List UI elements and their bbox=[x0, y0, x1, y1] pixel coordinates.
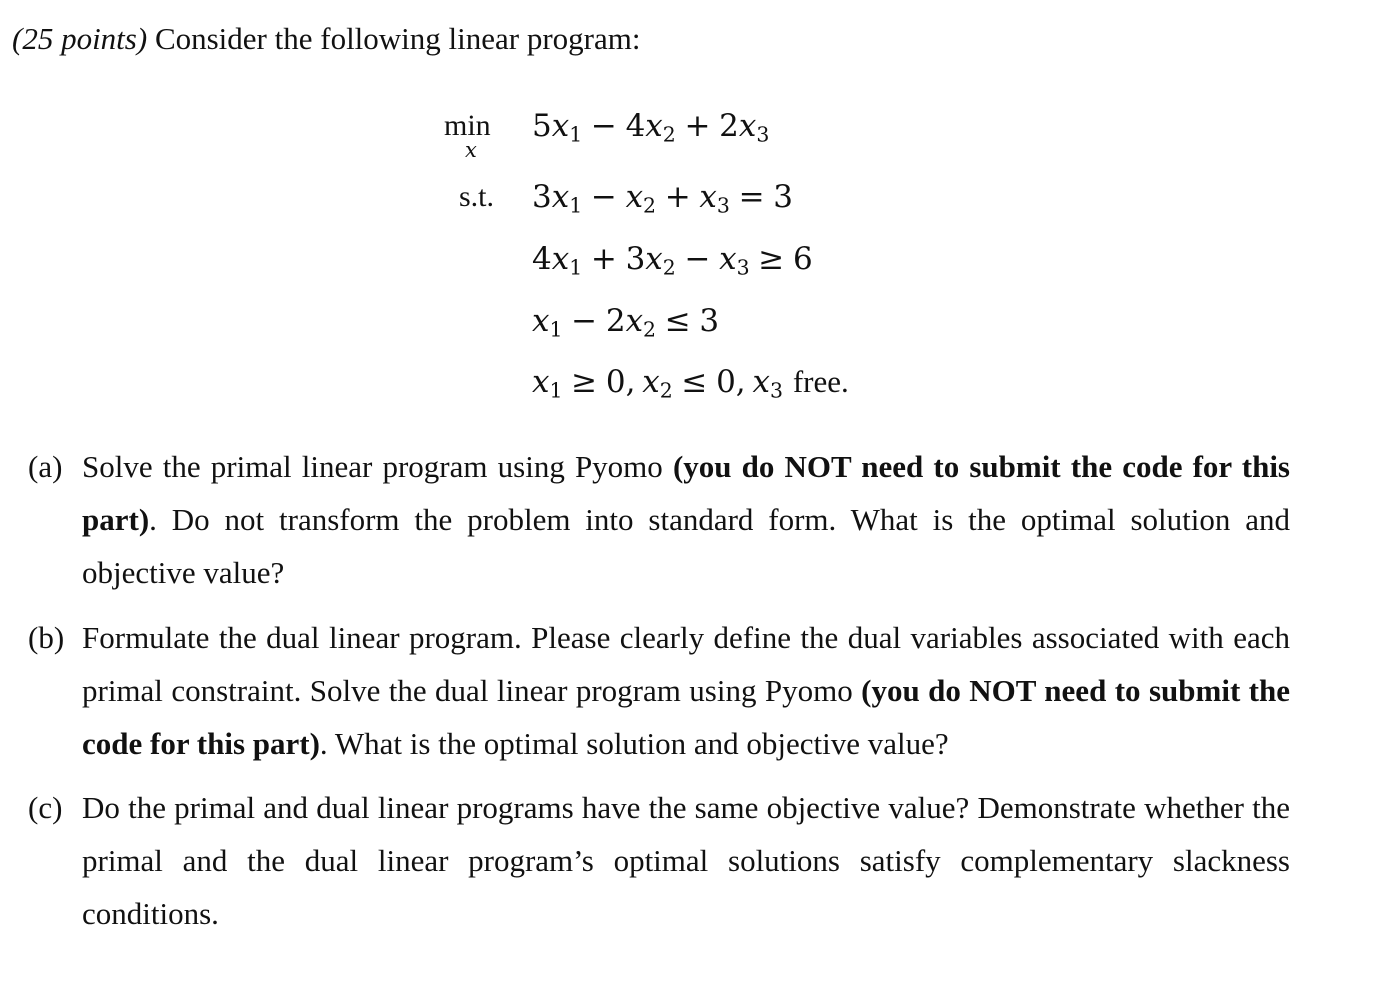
part-marker: (a) bbox=[28, 449, 63, 484]
problem-intro: Consider the following linear program: bbox=[154, 21, 641, 56]
constraint-equality: $3x_1 - x_2 + x_3 = 3$ bbox=[532, 179, 793, 218]
constraint-less-equal: $x_1 - 2x_2 \le 3$ bbox=[532, 303, 720, 342]
points-label: (25 points) bbox=[12, 21, 148, 56]
linear-program bbox=[0, 0, 1376, 420]
part-text: Formulate the dual linear program. Please clearly define the dual variables associated with each primal constraint. Solve the dual linear program using Pyomo (you do NOT need to submit the code for this part). What is the optimal solution and objective value? bbox=[82, 620, 1291, 761]
min-label: min bbox=[444, 109, 491, 142]
subject-to-label: s.t. bbox=[459, 180, 495, 213]
part-marker: (c) bbox=[28, 790, 63, 825]
constraint-greater-equal: $4x_1 + 3x_2 - x_3 \ge 6$ bbox=[532, 241, 813, 280]
part-text: Do the primal and dual linear programs have the same objective value? Demonstrate whether the primal and the dual linear program’s optimal solutions satisfy complementary slackness conditions. bbox=[82, 790, 1290, 931]
part-marker: (b) bbox=[28, 620, 65, 655]
variable-bounds: $x_1 \ge 0$, $x_2 \le 0$, $x_3$ free. bbox=[532, 364, 849, 403]
objective-function: $5x_1 - 4x_2 + 2x_3$ bbox=[532, 108, 770, 147]
part-text: Solve the primal linear program using Pyomo (you do NOT need to submit the code for this part). Do not transform the problem into standard form. What is the optimal solution and objective value? bbox=[82, 449, 1290, 590]
min-subscript: x bbox=[465, 138, 477, 162]
